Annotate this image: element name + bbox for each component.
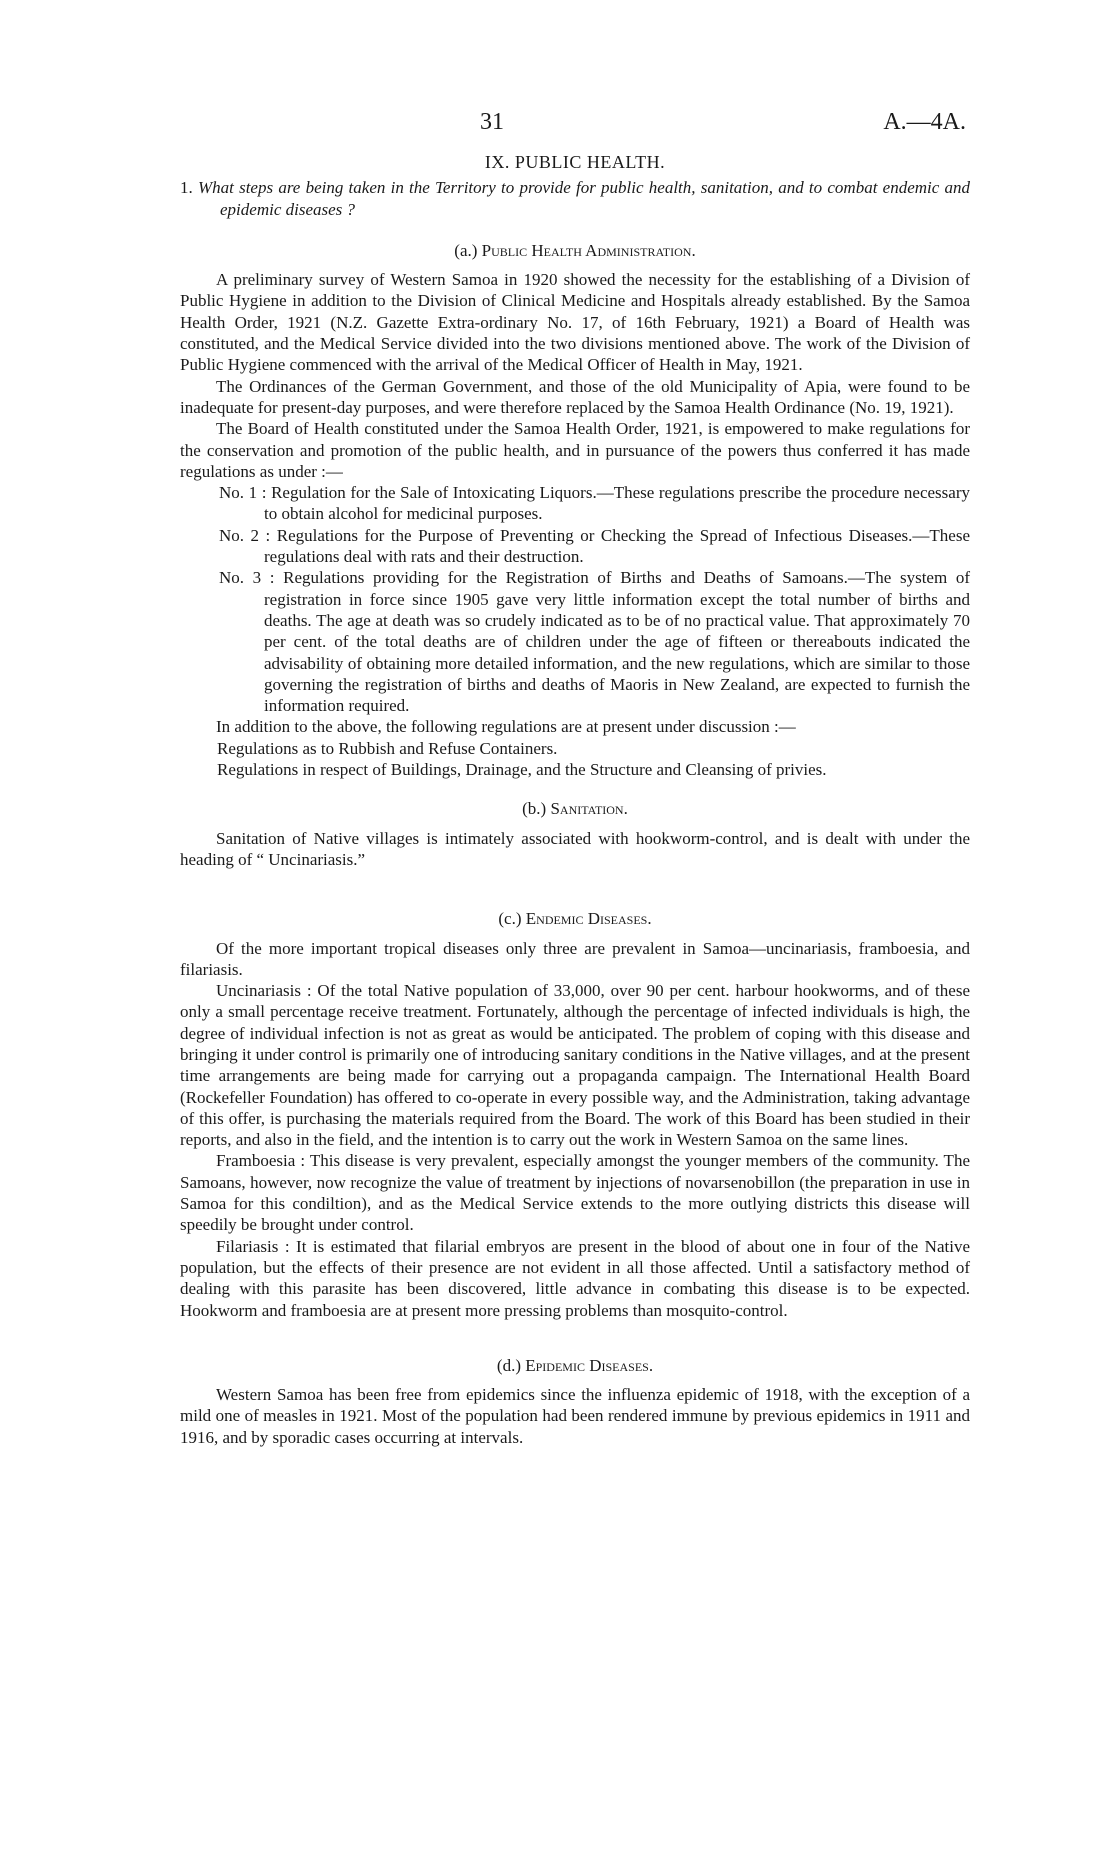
subheading-label: (a.) bbox=[454, 240, 478, 260]
paragraph: In addition to the above, the following regulations are at present under discussion :— bbox=[216, 717, 796, 737]
subheading-text: Sanitation. bbox=[550, 799, 628, 819]
paragraph: Filariasis : It is estimated that filarial embryos are present in the blood of about one in four of the Native population, but the effects of their presence are not evident in all those affected. Until a satisfactory method of dealing with this parasite has been discovered, little advance in combating this disease is to be expected. Hookworm and framboesia are at present more pressing problems than mosquito-control. bbox=[180, 1236, 970, 1320]
subheading-label: (c.) bbox=[498, 909, 522, 929]
paragraph: Framboesia : This disease is very prevalent, especially amongst the younger members of the community. The Samoans, however, now recognize the value of treatment by injections of novarsenobillon (the preparation in use in Samoa for this condiltion), and as the Medical Service extends to the more outlying districts this disease will speedily be brought under control. bbox=[180, 1151, 970, 1235]
subheading-text: Epidemic Diseases. bbox=[525, 1355, 654, 1375]
proposed-regulation-item: Regulations in respect of Buildings, Drainage, and the Structure and Cleansing of privies. bbox=[217, 760, 827, 780]
subheading-text: Public Health Administration. bbox=[481, 240, 696, 260]
subheading-label: (b.) bbox=[522, 799, 547, 819]
proposed-regulation-item: Regulations as to Rubbish and Refuse Containers. bbox=[217, 738, 558, 758]
paragraph: The Board of Health constituted under the Samoa Health Order, 1921, is empowered to make regulations for the conservation and promotion of the public health, and in pursuance of the powers thus conferred it has made regulations as under :— bbox=[180, 419, 970, 481]
paragraph: The Ordinances of the German Government, and those of the old Municipality of Apia, were found to be inadequate for present-day purposes, and were therefore replaced by the Samoa Health Ordinance (No. 19, 1921). bbox=[180, 376, 970, 417]
question-text: What steps are being taken in the Territory to provide for public health, sanitation, and to combat endemic and epidemic diseases ? bbox=[197, 178, 971, 219]
regulation-item: No. 1 : Regulation for the Sale of Intoxicating Liquors.—These regulations prescribe the procedure necessary to obtain alcohol for medicinal purposes. bbox=[219, 483, 970, 524]
page-header bbox=[180, 109, 970, 152]
regulation-item: No. 2 : Regulations for the Purpose of Preventing or Checking the Spread of Infectious Diseases.—These regulations deal with rats and their destruction. bbox=[219, 525, 970, 567]
subheading-public-health-administration bbox=[180, 240, 970, 261]
page-number: 31 bbox=[480, 109, 504, 135]
paragraph: Uncinariasis : Of the total Native population of 33,000, over 90 per cent. harbour hookworms, and of these only a small percentage receive treatment. Fortunately, although the percentage of infected individuals is high, the degree of individual infection is not as great as would be anticipated. The problem of coping with this disease and bringing it under control is primarily one of introducing sanitary conditions in the Native villages, and at the present time arrangements are being made for carrying out a propaganda campaign. The International Health Board (Rockefeller Foundation) has offered to co-operate in every possible way, and the Administration, taking advantage of this offer, is purchasing the materials required from the Board. The work of this Board has been studied in their reports, and also in the field, and the intention is to carry out the work in Western Samoa on the same lines. bbox=[180, 981, 970, 1150]
paragraph: Of the more important tropical diseases only three are prevalent in Samoa—uncinariasis, framboesia, and filariasis. bbox=[180, 938, 970, 979]
question-number: 1. bbox=[180, 178, 193, 198]
question bbox=[160, 177, 970, 220]
regulation-item: No. 3 : Regulations providing for the Registration of Births and Deaths of Samoans.—The system of registration in force since 1905 gave very little information except the total number of births and deaths. The age at death was so crudely indicated as to be of no practical value. That approximately 70 per cent. of the total deaths are of children under the age of fifteen or thereabouts indicated the advisability of obtaining more detailed information, and the new regulations, which are similar to those governing the registration of births and deaths of Maoris in New Zealand, are expected to furnish the information required. bbox=[219, 568, 970, 716]
page-reference: A.—4A. bbox=[883, 109, 966, 135]
subheading-sanitation bbox=[180, 798, 970, 819]
paragraph: Sanitation of Native villages is intimately associated with hookworm-control, and is dealt with under the heading of “ Uncinariasis.” bbox=[180, 828, 970, 869]
subheading-epidemic-diseases bbox=[180, 1355, 970, 1376]
section-title: IX. PUBLIC HEALTH. bbox=[484, 152, 666, 172]
document-page bbox=[180, 109, 971, 1448]
subheading-text: Endemic Diseases. bbox=[525, 909, 652, 929]
subheading-endemic-diseases bbox=[180, 908, 970, 929]
paragraph: Western Samoa has been free from epidemics since the influenza epidemic of 1918, with the exception of a mild one of measles in 1921. Most of the population had been rendered immune by previous epidemics in 1911 and 1916, and by sporadic cases occurring at intervals. bbox=[180, 1385, 970, 1447]
subheading-label: (d.) bbox=[496, 1355, 521, 1375]
paragraph: A preliminary survey of Western Samoa in 1920 showed the necessity for the establishing of a Division of Public Hygiene in addition to the Division of Clinical Medicine and Hospitals already established. By the Samoa Health Order, 1921 (N.Z. Gazette Extra-ordinary No. 17, of 16th February, 1921) a Board of Health was constituted, and the Medical Service divided into the two divisions mentioned above. The work of the Division of Public Hygiene commenced with the arrival of the Medical Officer of Health in May, 1921. bbox=[180, 270, 970, 375]
